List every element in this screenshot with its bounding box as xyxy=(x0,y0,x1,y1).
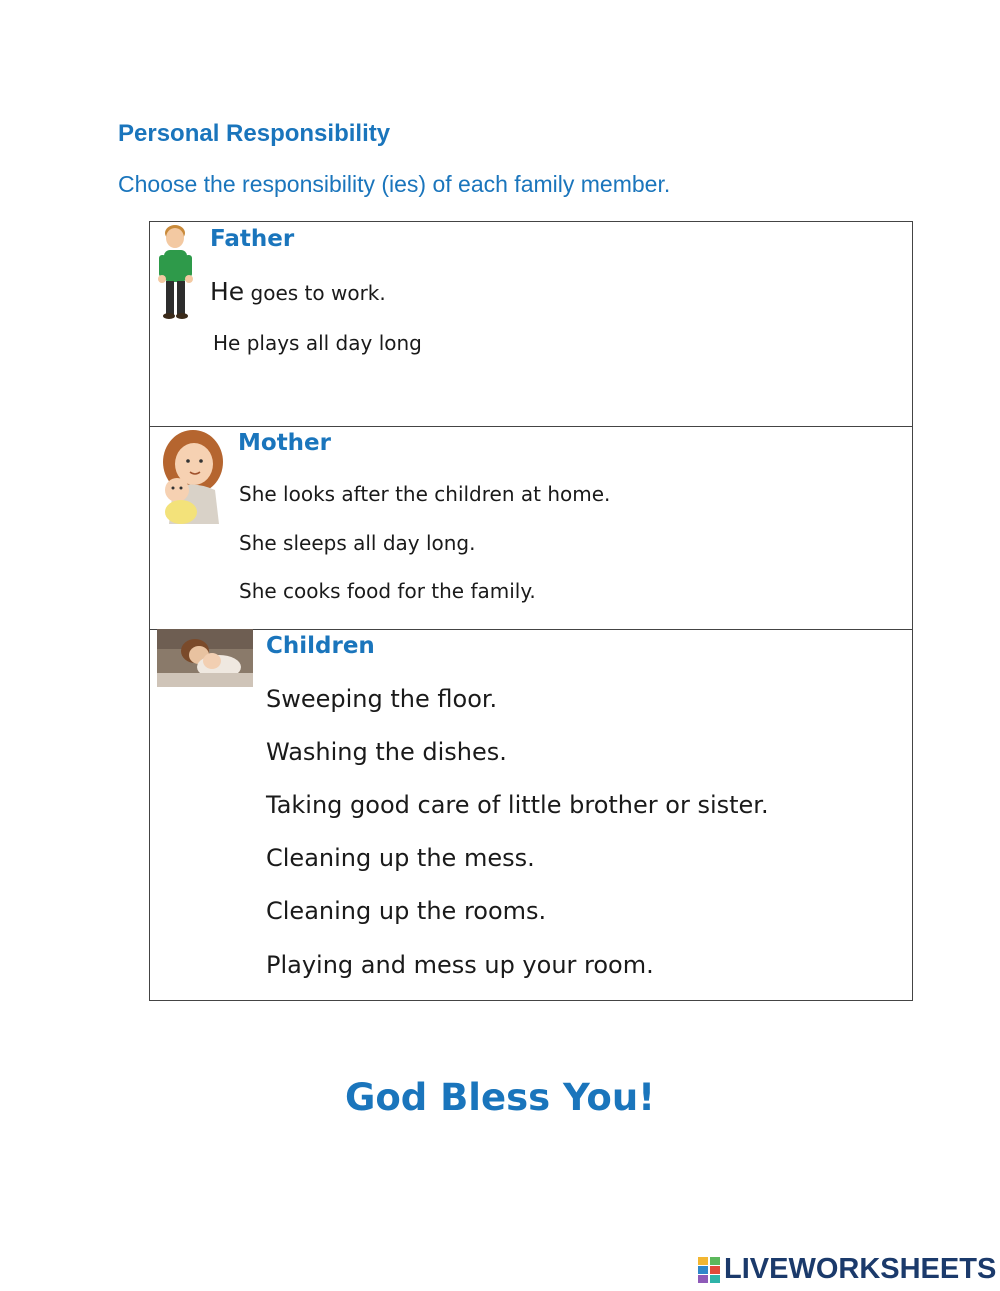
member-name-father: Father xyxy=(210,226,295,252)
option-children-5[interactable]: Cleaning up the rooms. xyxy=(266,897,547,925)
option-text: goes to work. xyxy=(244,281,386,305)
liveworksheets-logo-icon xyxy=(698,1257,720,1283)
option-mother-1[interactable]: She looks after the children at home. xyxy=(239,482,611,506)
member-name-mother: Mother xyxy=(238,430,331,456)
brand-label: LIVEWORKSHEETS xyxy=(724,1253,997,1285)
father-image xyxy=(154,221,198,321)
option-children-4[interactable]: Cleaning up the mess. xyxy=(266,844,535,872)
option-children-1[interactable]: Sweeping the floor. xyxy=(266,685,498,713)
option-prefix: He xyxy=(210,277,245,306)
page-title: Personal Responsibility xyxy=(118,120,391,147)
row-divider xyxy=(150,426,912,427)
option-children-6[interactable]: Playing and mess up your room. xyxy=(266,951,654,979)
option-mother-3[interactable]: She cooks food for the family. xyxy=(239,579,536,603)
mother-with-baby-image xyxy=(157,428,227,526)
option-mother-2[interactable]: She sleeps all day long. xyxy=(239,531,476,555)
option-children-3[interactable]: Taking good care of little brother or sister. xyxy=(266,791,769,819)
children-photo xyxy=(157,629,253,687)
option-father-1[interactable] xyxy=(210,277,386,306)
member-name-children: Children xyxy=(266,633,375,659)
instruction-text: Choose the responsibility (ies) of each family member. xyxy=(118,171,671,197)
liveworksheets-brand[interactable] xyxy=(698,1253,996,1286)
option-father-2[interactable]: He plays all day long xyxy=(213,331,422,355)
row-divider xyxy=(150,629,912,630)
option-children-2[interactable]: Washing the dishes. xyxy=(266,738,507,766)
blessing-text: God Bless You! xyxy=(344,1076,656,1119)
